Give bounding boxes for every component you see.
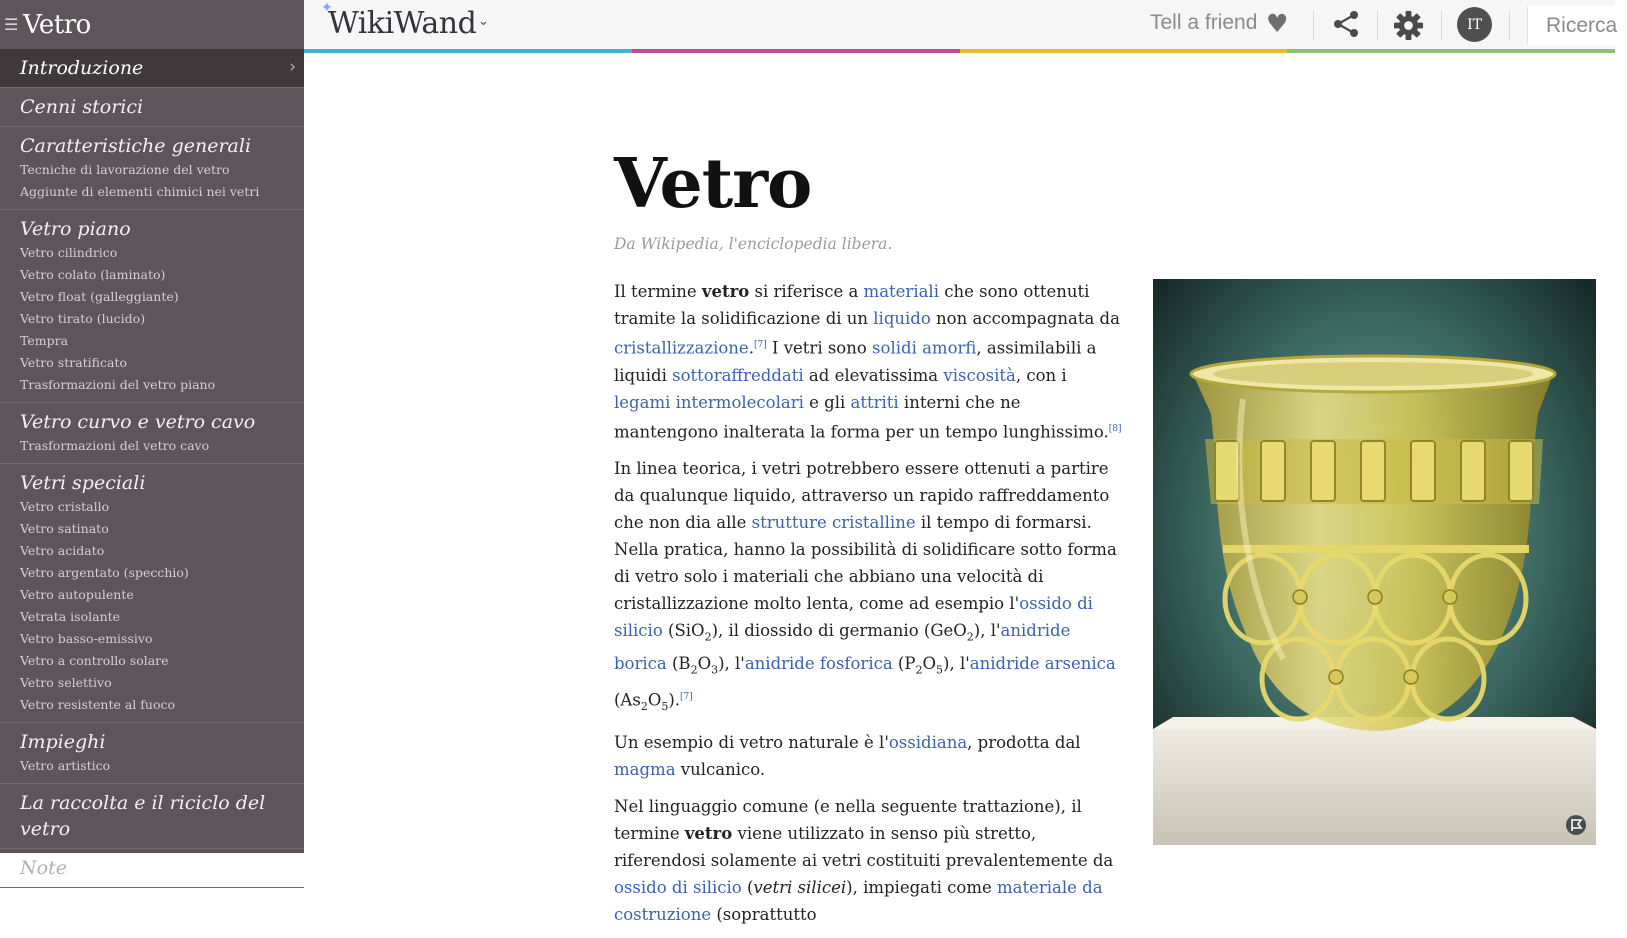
toc-subitem[interactable]: Vetro argentato (specchio) xyxy=(20,565,189,580)
toc-section[interactable] xyxy=(0,127,304,210)
toc-subitem[interactable]: Vetro cilindrico xyxy=(20,245,118,260)
article-body xyxy=(614,278,1124,938)
link[interactable]: materiali xyxy=(863,282,939,301)
sidebar xyxy=(0,0,304,879)
toc-section[interactable] xyxy=(0,210,304,403)
link[interactable]: magma xyxy=(614,760,676,780)
toc-subitem[interactable]: Vetro acidato xyxy=(20,543,105,558)
reference[interactable]: [7] xyxy=(680,691,693,702)
toc-subitem[interactable]: Vetro resistente al fuoco xyxy=(20,697,175,712)
tell-a-friend-link[interactable]: Tell a friend xyxy=(1150,11,1258,34)
toc-subitem[interactable]: Vetro selettivo xyxy=(20,675,112,690)
toc-heading[interactable]: Vetri speciali xyxy=(20,472,146,494)
link[interactable]: anidride fosforica xyxy=(744,654,893,674)
chevron-right-icon: › xyxy=(289,57,296,77)
sidebar-title[interactable]: Vetro xyxy=(23,9,91,40)
sparkle-icon: ✦ xyxy=(321,0,333,16)
toc-section[interactable] xyxy=(0,49,304,88)
toc-heading[interactable]: Introduzione xyxy=(20,57,144,79)
toc-section[interactable] xyxy=(0,723,304,784)
reference[interactable]: [8] xyxy=(1108,423,1122,434)
divider xyxy=(1441,10,1442,40)
link[interactable]: legami intermolecolari xyxy=(614,392,804,412)
toc-subitem[interactable]: Tecniche di lavorazione del vetro xyxy=(20,162,230,177)
link[interactable]: strutture cristalline xyxy=(751,513,916,532)
share-icon[interactable] xyxy=(1331,9,1361,43)
toc-subitem[interactable]: Trasformazioni del vetro piano xyxy=(20,377,216,392)
gear-icon[interactable] xyxy=(1393,10,1424,45)
toc-heading[interactable]: Vetro piano xyxy=(20,218,131,240)
link[interactable]: ossido di silicio xyxy=(614,878,742,898)
toc-section[interactable] xyxy=(0,849,304,888)
toc-subitem[interactable]: Vetro basso-emissivo xyxy=(20,631,153,646)
divider xyxy=(1509,10,1510,40)
sidebar-header xyxy=(0,0,304,49)
toc-heading[interactable]: Caratteristiche generali xyxy=(20,135,252,157)
wikiwand-logo[interactable]: WikiWand xyxy=(328,6,477,41)
link[interactable]: anidride borica xyxy=(614,621,1071,674)
toc-subitem[interactable]: Vetro tirato (lucido) xyxy=(20,311,146,326)
toc-section[interactable] xyxy=(0,464,304,723)
stripe-segment xyxy=(304,49,632,53)
paragraph: Il termine vetro si riferisce a materiali che sono ottenuti tramite la solidificazione di un liquido non accompagnata da cristallizzazione.[7] I vetri sono solidi amorfi, assimilabili a liquidi sottoraffreddati ad elevatissima viscosità, con i legami intermolecolari e gli attriti interni che ne mantengono inalterata la forma per un tempo lunghissimo.[8] xyxy=(614,282,1122,441)
link[interactable]: ossidiana xyxy=(888,733,968,753)
toc-heading[interactable]: La raccolta e il riciclo del vetro xyxy=(20,792,266,840)
toc-heading[interactable]: Cenni storici xyxy=(20,96,144,118)
reference[interactable]: [7] xyxy=(753,340,767,350)
page-subtitle: Da Wikipedia, l'enciclopedia libera. xyxy=(614,235,893,253)
link[interactable]: attriti xyxy=(850,392,899,412)
link[interactable]: liquido xyxy=(873,309,931,328)
page-title: Vetro xyxy=(614,144,812,224)
toc-section[interactable] xyxy=(0,403,304,464)
toc-subitem[interactable]: Vetro autopulente xyxy=(20,587,134,602)
toc-subitem[interactable]: Vetro stratificato xyxy=(20,355,128,370)
toc-heading[interactable]: Vetro curvo e vetro cavo xyxy=(20,411,256,433)
infobox-image[interactable] xyxy=(1153,279,1596,845)
hamburger-menu-icon[interactable]: ☰ xyxy=(4,15,19,34)
paragraph: Nel linguaggio comune (e nella seguente trattazione), il termine vetro viene utilizzato in senso più stretto, riferendosi solamente ai vetri costituiti prevalentemente da ossido di silicio (vetri silicei), impiegati come materiale da costruzione (soprattutto xyxy=(614,797,1114,925)
link[interactable]: ossido di silicio xyxy=(614,594,1093,640)
link[interactable]: solidi amorfi xyxy=(872,338,977,358)
toc-subitem[interactable]: Vetro colato (laminato) xyxy=(20,267,166,282)
toc-subitem[interactable]: Vetrata isolante xyxy=(20,609,121,624)
heart-icon[interactable]: ♥ xyxy=(1266,9,1289,38)
link[interactable]: materiale da costruzione xyxy=(614,878,1103,925)
toc-subitem[interactable]: Vetro satinato xyxy=(20,521,109,536)
toc-heading[interactable]: Note xyxy=(20,857,67,879)
toc-subitem[interactable]: Vetro cristallo xyxy=(20,499,110,514)
toc-section[interactable] xyxy=(0,88,304,127)
toc-heading[interactable]: Impieghi xyxy=(20,731,106,753)
paragraph: In linea teorica, i vetri potrebbero essere ottenuti a partire da qualunque liquido, attraverso un rapido raffreddamento che non dia alle strutture cristalline il tempo di formarsi. Nella pratica, hanno la possibilità di solidificare sotto forma di vetro solo i materiali che abbiano una velocità di cristallizzazione molto lenta, come ad esempio l'ossido di silicio (SiO$_2$), il diossido di germanio (GeO$_2$), l'anidride borica $(B_2O_3)$, l'anidride fosforica $(P_2O_5)$, l'anidride arsenica $(As_2O_5).[7]$ xyxy=(614,459,1117,713)
toc-subitem[interactable]: Vetro float (galleggiante) xyxy=(20,289,179,304)
glass-vase-image xyxy=(1153,279,1596,845)
link[interactable]: anidride arsenica xyxy=(969,654,1116,674)
toc-subitem[interactable]: Aggiunte di elementi chimici nei vetri xyxy=(20,184,260,199)
chevron-down-icon[interactable]: ⌄ xyxy=(478,14,489,29)
paragraph: Un esempio di vetro naturale è l'ossidiana, prodotta dal magma vulcanico. xyxy=(614,733,1081,780)
toc-subitem[interactable]: Tempra xyxy=(20,333,69,348)
toc-section[interactable] xyxy=(0,784,304,849)
divider xyxy=(1377,10,1378,40)
link[interactable]: viscosità xyxy=(943,365,1016,385)
toc xyxy=(0,49,304,888)
top-bar xyxy=(304,0,1615,53)
search-box xyxy=(1527,6,1627,45)
toc-subitem[interactable]: Vetro a controllo solare xyxy=(20,653,169,668)
language-button[interactable]: IT xyxy=(1457,7,1492,42)
link[interactable]: sottoraffreddati xyxy=(672,365,804,385)
link[interactable]: cristallizzazione xyxy=(614,338,749,358)
toc-subitem[interactable]: Vetro artistico xyxy=(20,758,111,773)
toc-subitem[interactable]: Trasformazioni del vetro cavo xyxy=(20,438,210,453)
search-input[interactable] xyxy=(1528,6,1627,45)
divider xyxy=(1313,10,1314,40)
